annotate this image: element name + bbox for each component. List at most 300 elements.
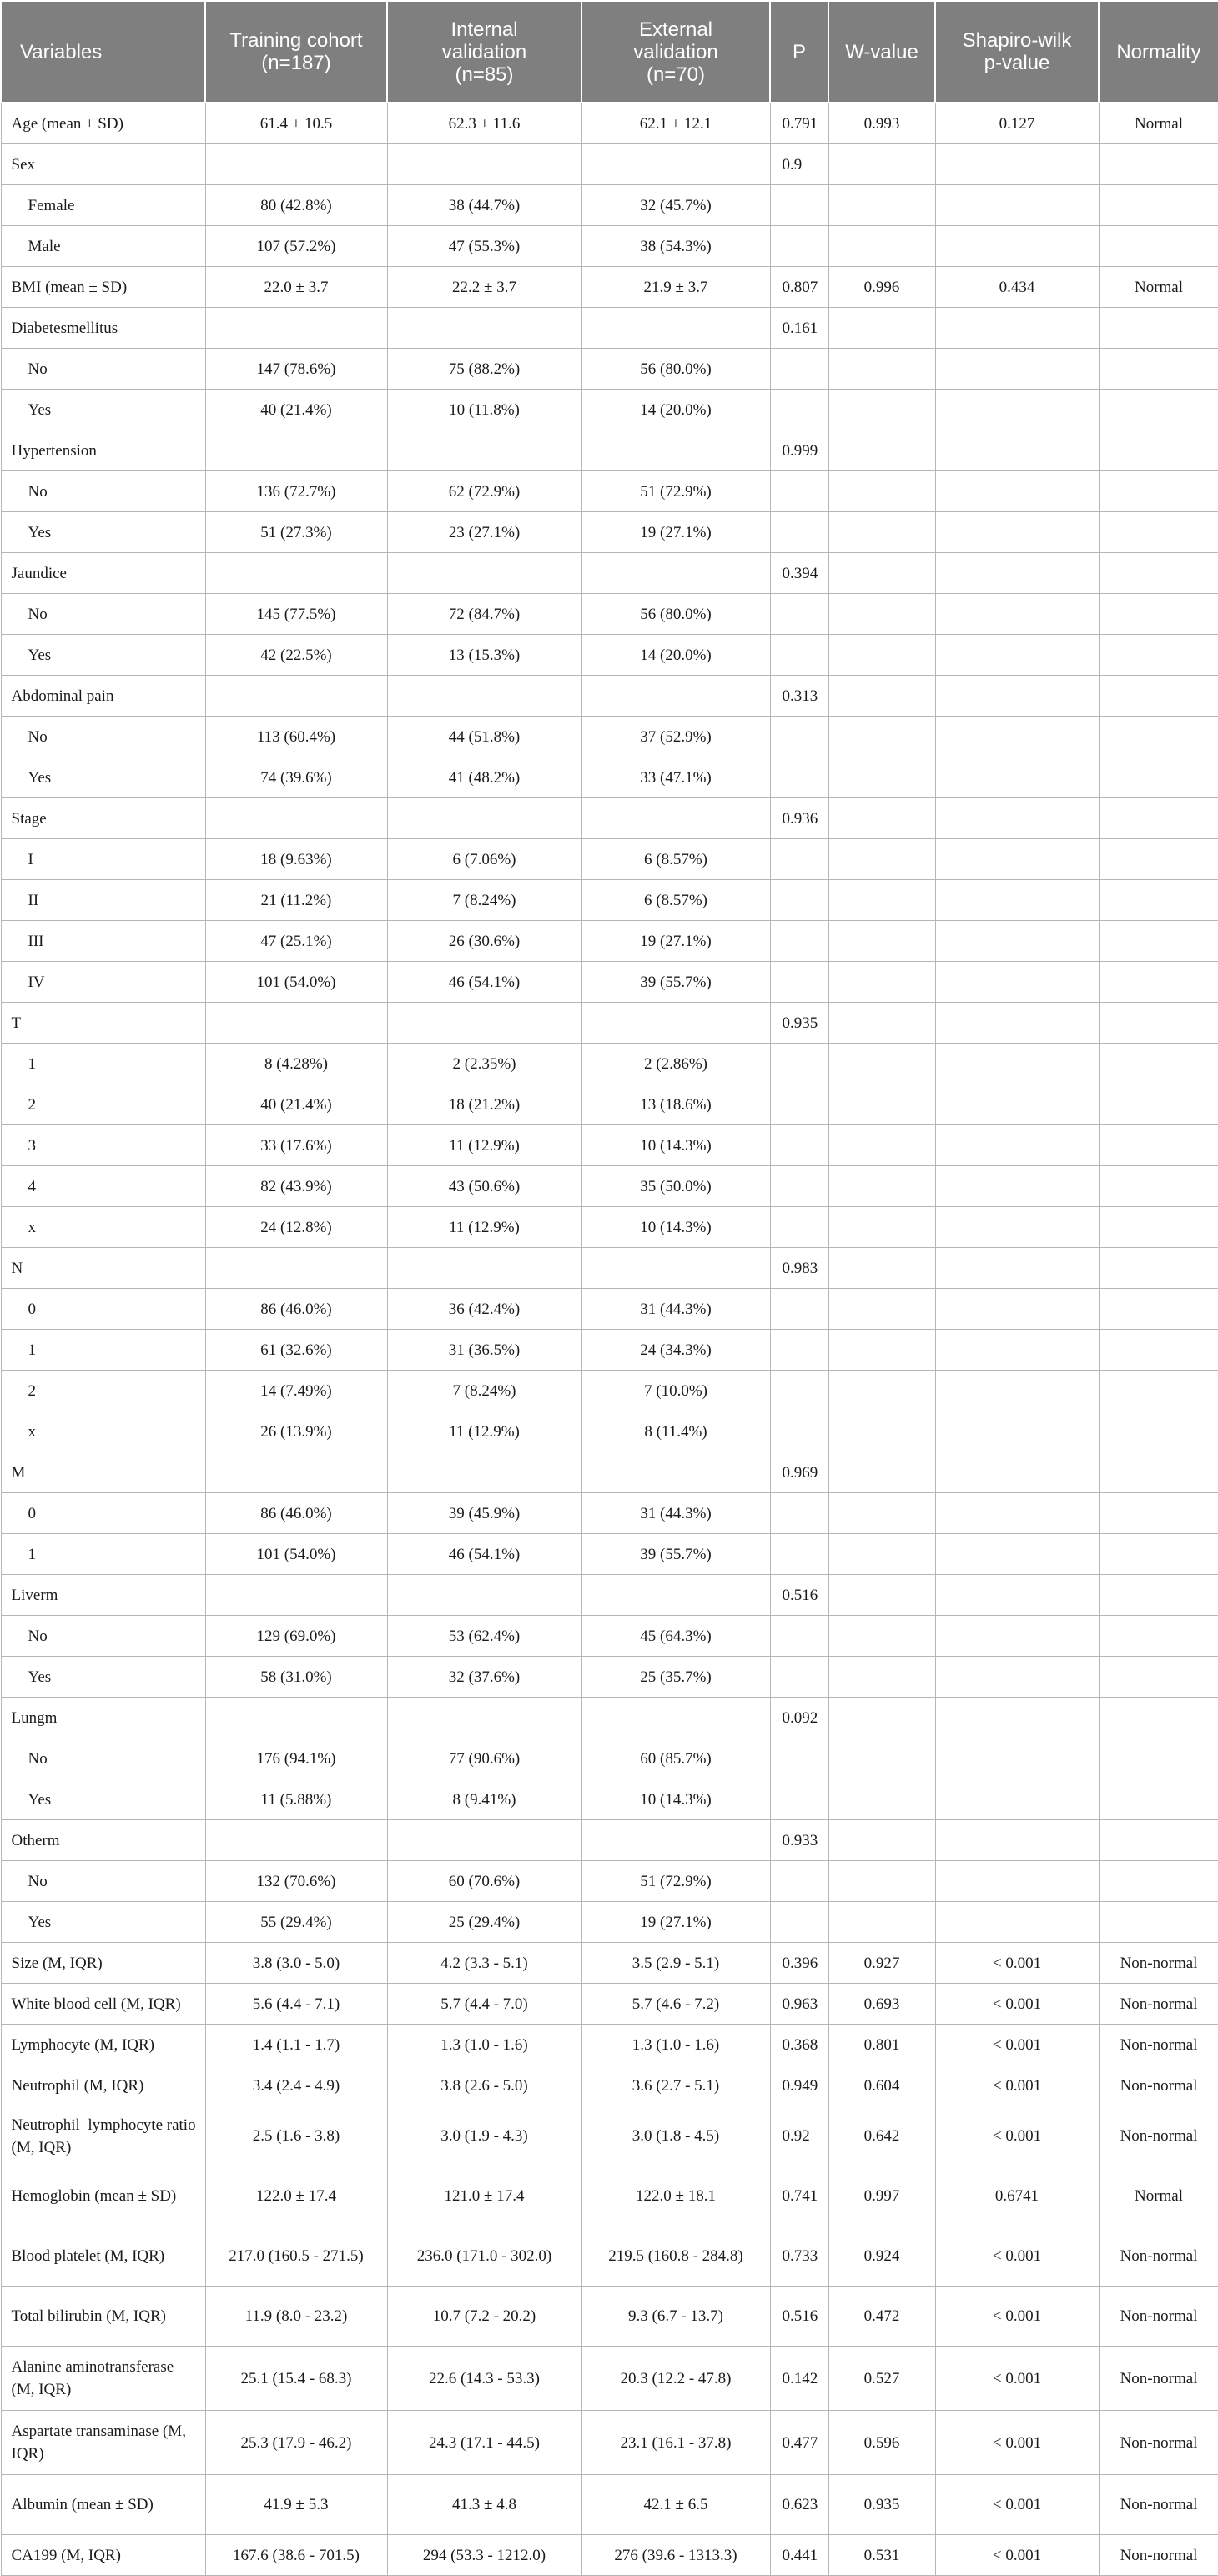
cell-external: 39 (55.7%): [581, 1534, 770, 1575]
cell-w-value: 0.531: [828, 2535, 935, 2576]
cell-normality: [1099, 1289, 1218, 1330]
cell-p-value: 0.949: [770, 2065, 828, 2106]
cell-internal: 3.8 (2.6 - 5.0): [387, 2065, 581, 2106]
cell-variable: Hemoglobin (mean ± SD): [1, 2166, 205, 2226]
cell-normality: [1099, 144, 1218, 185]
cell-external: 6 (8.57%): [581, 880, 770, 921]
cell-variable: No: [1, 1738, 205, 1779]
cell-variable: Blood platelet (M, IQR): [1, 2226, 205, 2287]
cell-p-value: [770, 1779, 828, 1820]
cell-internal: 25 (29.4%): [387, 1902, 581, 1943]
cell-variable: 4: [1, 1166, 205, 1207]
cell-shapiro-p: [935, 308, 1099, 349]
cell-shapiro-p: [935, 1616, 1099, 1657]
cell-p-value: 0.092: [770, 1698, 828, 1738]
cell-shapiro-p: [935, 757, 1099, 798]
cell-variable: x: [1, 1207, 205, 1248]
cell-normality: [1099, 553, 1218, 594]
cell-normality: [1099, 1575, 1218, 1616]
cell-shapiro-p: 0.6741: [935, 2166, 1099, 2226]
cell-variable: BMI (mean ± SD): [1, 267, 205, 308]
cell-p-value: [770, 1044, 828, 1084]
cell-shapiro-p: [935, 390, 1099, 430]
cell-p-value: 0.733: [770, 2226, 828, 2287]
cell-w-value: 0.935: [828, 2475, 935, 2535]
cell-internal: [387, 430, 581, 471]
table-row: [1, 1289, 1218, 1330]
cell-external: 62.1 ± 12.1: [581, 103, 770, 144]
cell-internal: 47 (55.3%): [387, 226, 581, 267]
cell-variable: CA199 (M, IQR): [1, 2535, 205, 2576]
cell-p-value: 0.9: [770, 144, 828, 185]
cell-training: 3.4 (2.4 - 4.9): [205, 2065, 387, 2106]
table-row: [1, 1084, 1218, 1125]
cell-variable: 1: [1, 1044, 205, 1084]
cell-normality: [1099, 1698, 1218, 1738]
cell-normality: Normal: [1099, 103, 1218, 144]
cell-internal: 62 (72.9%): [387, 471, 581, 512]
cell-training: 41.9 ± 5.3: [205, 2475, 387, 2535]
cell-internal: 44 (51.8%): [387, 717, 581, 757]
cell-p-value: [770, 1861, 828, 1902]
cell-internal: 53 (62.4%): [387, 1616, 581, 1657]
cell-internal: 18 (21.2%): [387, 1084, 581, 1125]
cell-w-value: [828, 1166, 935, 1207]
cell-w-value: [828, 226, 935, 267]
header-internal-validation-label: Internal validation (n=85): [441, 18, 527, 86]
table-row: [1, 635, 1218, 676]
cell-p-value: [770, 757, 828, 798]
cell-shapiro-p: [935, 798, 1099, 839]
cell-variable: Male: [1, 226, 205, 267]
cell-training: [205, 798, 387, 839]
cell-p-value: 0.999: [770, 430, 828, 471]
cell-internal: [387, 1248, 581, 1289]
table-row: [1, 1984, 1218, 2025]
header-training-cohort: [205, 1, 387, 103]
table-row: [1, 1861, 1218, 1902]
cell-variable: Female: [1, 185, 205, 226]
cell-w-value: [828, 553, 935, 594]
cell-training: [205, 430, 387, 471]
cell-normality: Non-normal: [1099, 2226, 1218, 2287]
cell-shapiro-p: [935, 1003, 1099, 1044]
cell-w-value: [828, 880, 935, 921]
cell-training: 101 (54.0%): [205, 962, 387, 1003]
cell-training: [205, 1452, 387, 1493]
cell-w-value: [828, 594, 935, 635]
cell-normality: Non-normal: [1099, 2287, 1218, 2347]
cell-normality: [1099, 1493, 1218, 1534]
cell-shapiro-p: < 0.001: [935, 2411, 1099, 2475]
cell-training: 74 (39.6%): [205, 757, 387, 798]
cell-w-value: 0.996: [828, 267, 935, 308]
cell-normality: [1099, 1248, 1218, 1289]
cell-training: 101 (54.0%): [205, 1534, 387, 1575]
cell-w-value: [828, 635, 935, 676]
table-row: [1, 2065, 1218, 2106]
cell-p-value: 0.441: [770, 2535, 828, 2576]
header-p: P: [770, 1, 828, 103]
cell-training: 5.6 (4.4 - 7.1): [205, 1984, 387, 2025]
cell-shapiro-p: [935, 512, 1099, 553]
cell-internal: [387, 553, 581, 594]
cell-normality: [1099, 1861, 1218, 1902]
table-row: [1, 594, 1218, 635]
table-row: [1, 2475, 1218, 2535]
cell-p-value: 0.741: [770, 2166, 828, 2226]
cell-shapiro-p: < 0.001: [935, 2535, 1099, 2576]
cell-training: 11.9 (8.0 - 23.2): [205, 2287, 387, 2347]
cell-shapiro-p: [935, 1207, 1099, 1248]
cell-external: [581, 676, 770, 717]
cell-external: 6 (8.57%): [581, 839, 770, 880]
cell-w-value: [828, 1452, 935, 1493]
table-row: [1, 757, 1218, 798]
cell-internal: 62.3 ± 11.6: [387, 103, 581, 144]
cell-normality: [1099, 512, 1218, 553]
cell-internal: 46 (54.1%): [387, 1534, 581, 1575]
cell-w-value: [828, 1084, 935, 1125]
cell-normality: [1099, 1534, 1218, 1575]
table-row: [1, 1616, 1218, 1657]
cell-w-value: [828, 430, 935, 471]
cell-normality: [1099, 1003, 1218, 1044]
cell-w-value: [828, 1289, 935, 1330]
cell-internal: 41 (48.2%): [387, 757, 581, 798]
cell-shapiro-p: [935, 880, 1099, 921]
cell-w-value: 0.642: [828, 2106, 935, 2166]
cell-external: [581, 553, 770, 594]
cell-normality: [1099, 1779, 1218, 1820]
cell-w-value: 0.527: [828, 2347, 935, 2411]
cell-normality: [1099, 962, 1218, 1003]
cell-normality: Non-normal: [1099, 2106, 1218, 2166]
cell-w-value: 0.604: [828, 2065, 935, 2106]
cell-p-value: 0.933: [770, 1820, 828, 1861]
table-row: [1, 1411, 1218, 1452]
cell-shapiro-p: [935, 1125, 1099, 1166]
cell-w-value: [828, 757, 935, 798]
cell-shapiro-p: [935, 1044, 1099, 1084]
cell-training: 2.5 (1.6 - 3.8): [205, 2106, 387, 2166]
cell-p-value: [770, 1411, 828, 1452]
cell-internal: 1.3 (1.0 - 1.6): [387, 2025, 581, 2065]
header-shapiro-wilk-label: Shapiro-wilk p-value: [962, 29, 1072, 74]
cell-normality: Non-normal: [1099, 2065, 1218, 2106]
cell-shapiro-p: [935, 185, 1099, 226]
cell-shapiro-p: [935, 921, 1099, 962]
table-row: [1, 1779, 1218, 1820]
cell-shapiro-p: [935, 430, 1099, 471]
cell-w-value: [828, 1657, 935, 1698]
cell-shapiro-p: < 0.001: [935, 2287, 1099, 2347]
cell-training: 58 (31.0%): [205, 1657, 387, 1698]
header-shapiro-wilk: [935, 1, 1099, 103]
cell-w-value: 0.472: [828, 2287, 935, 2347]
cell-normality: [1099, 921, 1218, 962]
cell-shapiro-p: [935, 1698, 1099, 1738]
cell-shapiro-p: [935, 1330, 1099, 1371]
cell-shapiro-p: [935, 1411, 1099, 1452]
cell-w-value: 0.993: [828, 103, 935, 144]
cell-w-value: [828, 471, 935, 512]
cell-p-value: [770, 390, 828, 430]
cell-internal: 39 (45.9%): [387, 1493, 581, 1534]
cell-external: 14 (20.0%): [581, 635, 770, 676]
cell-shapiro-p: [935, 1493, 1099, 1534]
cell-variable: Size (M, IQR): [1, 1943, 205, 1984]
cell-external: [581, 1452, 770, 1493]
cell-variable: 2: [1, 1371, 205, 1411]
cell-normality: [1099, 1125, 1218, 1166]
cell-external: 13 (18.6%): [581, 1084, 770, 1125]
cell-external: 39 (55.7%): [581, 962, 770, 1003]
cell-internal: 72 (84.7%): [387, 594, 581, 635]
table-row: [1, 839, 1218, 880]
table-row: [1, 1452, 1218, 1493]
cell-external: [581, 798, 770, 839]
cell-w-value: [828, 144, 935, 185]
cell-p-value: [770, 1902, 828, 1943]
header-external-validation: [581, 1, 770, 103]
cell-shapiro-p: [935, 1371, 1099, 1411]
cell-w-value: [828, 839, 935, 880]
cell-training: 25.1 (15.4 - 68.3): [205, 2347, 387, 2411]
cell-w-value: [828, 921, 935, 962]
cell-external: 60 (85.7%): [581, 1738, 770, 1779]
cell-normality: [1099, 471, 1218, 512]
cell-variable: Age (mean ± SD): [1, 103, 205, 144]
cell-external: [581, 1698, 770, 1738]
cell-w-value: [828, 1493, 935, 1534]
cell-w-value: [828, 1330, 935, 1371]
cell-normality: Non-normal: [1099, 2535, 1218, 2576]
cell-training: 145 (77.5%): [205, 594, 387, 635]
table-row: [1, 921, 1218, 962]
cell-variable: Yes: [1, 1902, 205, 1943]
cell-normality: [1099, 390, 1218, 430]
cell-normality: [1099, 1330, 1218, 1371]
cell-external: 51 (72.9%): [581, 471, 770, 512]
cell-normality: [1099, 1820, 1218, 1861]
cell-variable: Yes: [1, 757, 205, 798]
cell-normality: [1099, 839, 1218, 880]
cell-normality: [1099, 676, 1218, 717]
cell-training: 176 (94.1%): [205, 1738, 387, 1779]
cell-variable: Liverm: [1, 1575, 205, 1616]
cell-training: 113 (60.4%): [205, 717, 387, 757]
cell-p-value: 0.935: [770, 1003, 828, 1044]
cell-p-value: [770, 1084, 828, 1125]
cell-normality: [1099, 594, 1218, 635]
cell-external: 25 (35.7%): [581, 1657, 770, 1698]
cell-shapiro-p: [935, 553, 1099, 594]
cell-variable: 1: [1, 1330, 205, 1371]
cell-internal: [387, 676, 581, 717]
cell-external: 3.5 (2.9 - 5.1): [581, 1943, 770, 1984]
cell-training: [205, 1820, 387, 1861]
cell-shapiro-p: < 0.001: [935, 2475, 1099, 2535]
cell-w-value: [828, 1371, 935, 1411]
cell-w-value: [828, 1207, 935, 1248]
cell-variable: Aspartate transaminase (M, IQR): [1, 2411, 205, 2475]
cell-variable: N: [1, 1248, 205, 1289]
table-row: [1, 1943, 1218, 1984]
table-row: [1, 1534, 1218, 1575]
cell-p-value: [770, 1738, 828, 1779]
cell-internal: 41.3 ± 4.8: [387, 2475, 581, 2535]
cell-training: [205, 1575, 387, 1616]
cell-shapiro-p: [935, 717, 1099, 757]
cell-p-value: 0.936: [770, 798, 828, 839]
cell-shapiro-p: [935, 1534, 1099, 1575]
table-body: [1, 103, 1218, 2576]
cell-internal: 43 (50.6%): [387, 1166, 581, 1207]
cell-p-value: [770, 921, 828, 962]
cell-external: 42.1 ± 6.5: [581, 2475, 770, 2535]
cell-external: [581, 144, 770, 185]
cell-variable: Jaundice: [1, 553, 205, 594]
table-row: [1, 2226, 1218, 2287]
cell-internal: 7 (8.24%): [387, 880, 581, 921]
cell-normality: [1099, 349, 1218, 390]
cell-variable: Yes: [1, 1657, 205, 1698]
cell-shapiro-p: < 0.001: [935, 1943, 1099, 1984]
cell-variable: T: [1, 1003, 205, 1044]
cell-normality: [1099, 430, 1218, 471]
table-row: [1, 512, 1218, 553]
cell-w-value: [828, 308, 935, 349]
table-row: [1, 2535, 1218, 2576]
cell-external: 51 (72.9%): [581, 1861, 770, 1902]
cell-training: [205, 1248, 387, 1289]
cell-external: 3.0 (1.8 - 4.5): [581, 2106, 770, 2166]
cell-normality: [1099, 1084, 1218, 1125]
table-row: [1, 1657, 1218, 1698]
cell-w-value: [828, 1902, 935, 1943]
cell-shapiro-p: [935, 349, 1099, 390]
cell-training: 8 (4.28%): [205, 1044, 387, 1084]
cell-external: 1.3 (1.0 - 1.6): [581, 2025, 770, 2065]
cell-normality: Normal: [1099, 267, 1218, 308]
cell-variable: Stage: [1, 798, 205, 839]
cell-p-value: 0.313: [770, 676, 828, 717]
table-row: [1, 144, 1218, 185]
cell-internal: 38 (44.7%): [387, 185, 581, 226]
cell-training: [205, 676, 387, 717]
cell-variable: 1: [1, 1534, 205, 1575]
cell-internal: 5.7 (4.4 - 7.0): [387, 1984, 581, 2025]
cell-variable: Otherm: [1, 1820, 205, 1861]
cell-external: [581, 430, 770, 471]
cell-w-value: 0.693: [828, 1984, 935, 2025]
cell-internal: 77 (90.6%): [387, 1738, 581, 1779]
cell-external: 38 (54.3%): [581, 226, 770, 267]
cell-shapiro-p: < 0.001: [935, 2065, 1099, 2106]
cell-normality: [1099, 1207, 1218, 1248]
cell-external: 8 (11.4%): [581, 1411, 770, 1452]
cell-variable: Lungm: [1, 1698, 205, 1738]
cell-shapiro-p: < 0.001: [935, 2106, 1099, 2166]
cell-external: 35 (50.0%): [581, 1166, 770, 1207]
cell-w-value: [828, 1779, 935, 1820]
cell-external: [581, 1003, 770, 1044]
cell-external: 32 (45.7%): [581, 185, 770, 226]
cell-w-value: [828, 185, 935, 226]
cell-normality: Non-normal: [1099, 1984, 1218, 2025]
cell-w-value: [828, 1616, 935, 1657]
cell-training: 147 (78.6%): [205, 349, 387, 390]
header-w-value: W-value: [828, 1, 935, 103]
cell-internal: 8 (9.41%): [387, 1779, 581, 1820]
cell-training: 61.4 ± 10.5: [205, 103, 387, 144]
cell-internal: 75 (88.2%): [387, 349, 581, 390]
cell-variable: I: [1, 839, 205, 880]
table-row: [1, 676, 1218, 717]
cell-shapiro-p: [935, 676, 1099, 717]
cell-normality: [1099, 185, 1218, 226]
cell-training: [205, 308, 387, 349]
cell-w-value: [828, 1044, 935, 1084]
header-training-cohort-label: Training cohort (n=187): [229, 29, 363, 74]
cell-training: 25.3 (17.9 - 46.2): [205, 2411, 387, 2475]
cell-external: 276 (39.6 - 1313.3): [581, 2535, 770, 2576]
cell-external: 19 (27.1%): [581, 921, 770, 962]
table-row: [1, 2166, 1218, 2226]
cell-variable: Neutrophil–lymphocyte ratio (M, IQR): [1, 2106, 205, 2166]
cell-variable: Abdominal pain: [1, 676, 205, 717]
cell-w-value: [828, 1534, 935, 1575]
cell-shapiro-p: 0.127: [935, 103, 1099, 144]
cell-variable: Yes: [1, 512, 205, 553]
cell-p-value: 0.791: [770, 103, 828, 144]
cell-external: 10 (14.3%): [581, 1125, 770, 1166]
cell-variable: 0: [1, 1289, 205, 1330]
cell-p-value: 0.368: [770, 2025, 828, 2065]
cell-variable: No: [1, 717, 205, 757]
cell-w-value: 0.997: [828, 2166, 935, 2226]
cell-shapiro-p: [935, 1575, 1099, 1616]
cell-internal: 10 (11.8%): [387, 390, 581, 430]
cell-external: 10 (14.3%): [581, 1207, 770, 1248]
cell-variable: II: [1, 880, 205, 921]
cell-training: 217.0 (160.5 - 271.5): [205, 2226, 387, 2287]
cell-shapiro-p: < 0.001: [935, 1984, 1099, 2025]
table-row: [1, 185, 1218, 226]
table-row: [1, 962, 1218, 1003]
cell-shapiro-p: [935, 1657, 1099, 1698]
cell-p-value: 0.963: [770, 1984, 828, 2025]
cell-p-value: [770, 594, 828, 635]
cell-training: 82 (43.9%): [205, 1166, 387, 1207]
cell-variable: Diabetesmellitus: [1, 308, 205, 349]
cell-internal: 11 (12.9%): [387, 1125, 581, 1166]
cell-training: 61 (32.6%): [205, 1330, 387, 1371]
table-row: [1, 349, 1218, 390]
cell-variable: Hypertension: [1, 430, 205, 471]
cell-normality: [1099, 798, 1218, 839]
table-row: [1, 1698, 1218, 1738]
cell-p-value: [770, 471, 828, 512]
table-row: [1, 2287, 1218, 2347]
table-row: [1, 880, 1218, 921]
cell-training: 26 (13.9%): [205, 1411, 387, 1452]
cell-training: 51 (27.3%): [205, 512, 387, 553]
cell-training: 86 (46.0%): [205, 1493, 387, 1534]
cell-w-value: [828, 1861, 935, 1902]
cell-p-value: 0.396: [770, 1943, 828, 1984]
